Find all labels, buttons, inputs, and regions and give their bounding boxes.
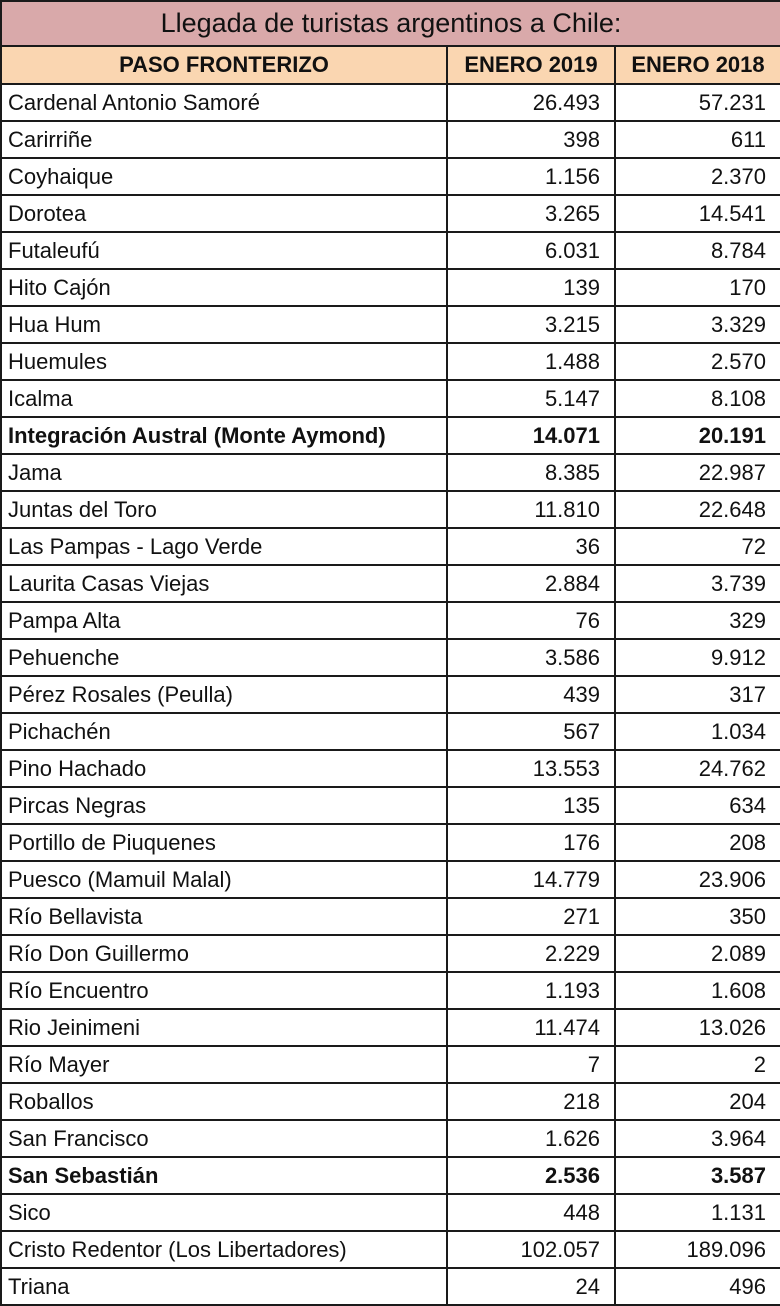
cell-enero-2019: 398 — [447, 121, 615, 158]
cell-paso: Pino Hachado — [1, 750, 447, 787]
cell-enero-2018: 1.034 — [615, 713, 780, 750]
cell-enero-2019: 102.057 — [447, 1231, 615, 1268]
cell-enero-2018: 9.912 — [615, 639, 780, 676]
table-row — [1, 269, 780, 306]
table-row — [1, 787, 780, 824]
cell-enero-2019: 2.536 — [447, 1157, 615, 1194]
table-row — [1, 454, 780, 491]
cell-paso: Río Don Guillermo — [1, 935, 447, 972]
cell-enero-2018: 23.906 — [615, 861, 780, 898]
table-row — [1, 861, 780, 898]
cell-paso: Pérez Rosales (Peulla) — [1, 676, 447, 713]
cell-paso: Carirriñe — [1, 121, 447, 158]
table-row — [1, 195, 780, 232]
cell-enero-2019: 36 — [447, 528, 615, 565]
cell-enero-2018: 22.648 — [615, 491, 780, 528]
cell-enero-2018: 24.762 — [615, 750, 780, 787]
cell-enero-2018: 611 — [615, 121, 780, 158]
cell-enero-2019: 2.884 — [447, 565, 615, 602]
cell-paso: Sico — [1, 1194, 447, 1231]
cell-enero-2019: 26.493 — [447, 84, 615, 121]
cell-enero-2019: 14.071 — [447, 417, 615, 454]
table-row — [1, 1268, 780, 1305]
cell-enero-2019: 439 — [447, 676, 615, 713]
cell-enero-2019: 1.488 — [447, 343, 615, 380]
cell-enero-2019: 567 — [447, 713, 615, 750]
table-row — [1, 232, 780, 269]
table-body — [1, 84, 780, 1305]
cell-enero-2018: 204 — [615, 1083, 780, 1120]
cell-enero-2019: 24 — [447, 1268, 615, 1305]
cell-paso: Icalma — [1, 380, 447, 417]
cell-enero-2019: 135 — [447, 787, 615, 824]
cell-enero-2019: 1.156 — [447, 158, 615, 195]
cell-enero-2018: 208 — [615, 824, 780, 861]
cell-paso: Coyhaique — [1, 158, 447, 195]
table-row — [1, 972, 780, 1009]
cell-enero-2019: 13.553 — [447, 750, 615, 787]
cell-enero-2018: 72 — [615, 528, 780, 565]
table-row — [1, 1120, 780, 1157]
cell-enero-2019: 176 — [447, 824, 615, 861]
table-row — [1, 935, 780, 972]
cell-enero-2019: 7 — [447, 1046, 615, 1083]
header-enero-2018: ENERO 2018 — [615, 46, 780, 84]
cell-paso: Integración Austral (Monte Aymond) — [1, 417, 447, 454]
cell-enero-2019: 271 — [447, 898, 615, 935]
cell-enero-2019: 448 — [447, 1194, 615, 1231]
table-row — [1, 1231, 780, 1268]
cell-enero-2018: 329 — [615, 602, 780, 639]
cell-enero-2018: 2 — [615, 1046, 780, 1083]
header-paso-fronterizo: PASO FRONTERIZO — [1, 46, 447, 84]
table-title: Llegada de turistas argentinos a Chile: — [1, 1, 780, 46]
cell-enero-2018: 317 — [615, 676, 780, 713]
cell-enero-2019: 5.147 — [447, 380, 615, 417]
cell-enero-2018: 634 — [615, 787, 780, 824]
cell-enero-2018: 170 — [615, 269, 780, 306]
table-row — [1, 1157, 780, 1194]
table-row — [1, 380, 780, 417]
title-row — [1, 1, 780, 46]
cell-paso: Futaleufú — [1, 232, 447, 269]
cell-paso: San Sebastián — [1, 1157, 447, 1194]
table-row — [1, 824, 780, 861]
cell-enero-2018: 14.541 — [615, 195, 780, 232]
cell-enero-2018: 496 — [615, 1268, 780, 1305]
table-row — [1, 121, 780, 158]
table-row — [1, 602, 780, 639]
cell-enero-2018: 1.608 — [615, 972, 780, 1009]
table-row — [1, 1194, 780, 1231]
table-row — [1, 565, 780, 602]
cell-paso: Puesco (Mamuil Malal) — [1, 861, 447, 898]
cell-enero-2019: 8.385 — [447, 454, 615, 491]
cell-paso: Río Bellavista — [1, 898, 447, 935]
cell-enero-2018: 13.026 — [615, 1009, 780, 1046]
table-row — [1, 306, 780, 343]
table-row — [1, 639, 780, 676]
cell-enero-2019: 11.810 — [447, 491, 615, 528]
table-row — [1, 1083, 780, 1120]
cell-paso: Las Pampas - Lago Verde — [1, 528, 447, 565]
table-row — [1, 84, 780, 121]
cell-enero-2018: 2.089 — [615, 935, 780, 972]
cell-enero-2018: 3.739 — [615, 565, 780, 602]
table-row — [1, 898, 780, 935]
cell-paso: Rio Jeinimeni — [1, 1009, 447, 1046]
table-row — [1, 1009, 780, 1046]
cell-paso: Hua Hum — [1, 306, 447, 343]
cell-enero-2018: 22.987 — [615, 454, 780, 491]
cell-enero-2019: 3.586 — [447, 639, 615, 676]
cell-enero-2019: 11.474 — [447, 1009, 615, 1046]
cell-enero-2018: 1.131 — [615, 1194, 780, 1231]
header-row — [1, 46, 780, 84]
cell-enero-2019: 3.215 — [447, 306, 615, 343]
cell-enero-2019: 3.265 — [447, 195, 615, 232]
cell-enero-2019: 6.031 — [447, 232, 615, 269]
table-row — [1, 713, 780, 750]
cell-paso: Portillo de Piuquenes — [1, 824, 447, 861]
cell-enero-2019: 139 — [447, 269, 615, 306]
cell-enero-2019: 76 — [447, 602, 615, 639]
table-row — [1, 491, 780, 528]
cell-enero-2018: 3.329 — [615, 306, 780, 343]
cell-paso: Hito Cajón — [1, 269, 447, 306]
cell-enero-2019: 14.779 — [447, 861, 615, 898]
cell-paso: Juntas del Toro — [1, 491, 447, 528]
cell-paso: Dorotea — [1, 195, 447, 232]
cell-enero-2018: 3.587 — [615, 1157, 780, 1194]
cell-enero-2018: 350 — [615, 898, 780, 935]
cell-paso: Pehuenche — [1, 639, 447, 676]
table-row — [1, 528, 780, 565]
cell-paso: Cristo Redentor (Los Libertadores) — [1, 1231, 447, 1268]
cell-paso: Jama — [1, 454, 447, 491]
cell-enero-2018: 8.784 — [615, 232, 780, 269]
cell-paso: Pichachén — [1, 713, 447, 750]
cell-paso: Pircas Negras — [1, 787, 447, 824]
cell-paso: Triana — [1, 1268, 447, 1305]
cell-enero-2018: 189.096 — [615, 1231, 780, 1268]
table-row — [1, 750, 780, 787]
cell-paso: Río Encuentro — [1, 972, 447, 1009]
cell-enero-2018: 3.964 — [615, 1120, 780, 1157]
cell-paso: Cardenal Antonio Samoré — [1, 84, 447, 121]
table-row — [1, 676, 780, 713]
header-enero-2019: ENERO 2019 — [447, 46, 615, 84]
cell-enero-2018: 20.191 — [615, 417, 780, 454]
cell-paso: Roballos — [1, 1083, 447, 1120]
cell-enero-2019: 2.229 — [447, 935, 615, 972]
cell-enero-2019: 1.626 — [447, 1120, 615, 1157]
cell-enero-2018: 2.370 — [615, 158, 780, 195]
cell-enero-2018: 8.108 — [615, 380, 780, 417]
cell-paso: Pampa Alta — [1, 602, 447, 639]
table-row — [1, 158, 780, 195]
table-row — [1, 343, 780, 380]
cell-enero-2018: 2.570 — [615, 343, 780, 380]
table-row — [1, 417, 780, 454]
cell-enero-2019: 218 — [447, 1083, 615, 1120]
cell-paso: San Francisco — [1, 1120, 447, 1157]
cell-paso: Río Mayer — [1, 1046, 447, 1083]
cell-paso: Huemules — [1, 343, 447, 380]
cell-enero-2018: 57.231 — [615, 84, 780, 121]
table-row — [1, 1046, 780, 1083]
cell-enero-2019: 1.193 — [447, 972, 615, 1009]
cell-paso: Laurita Casas Viejas — [1, 565, 447, 602]
